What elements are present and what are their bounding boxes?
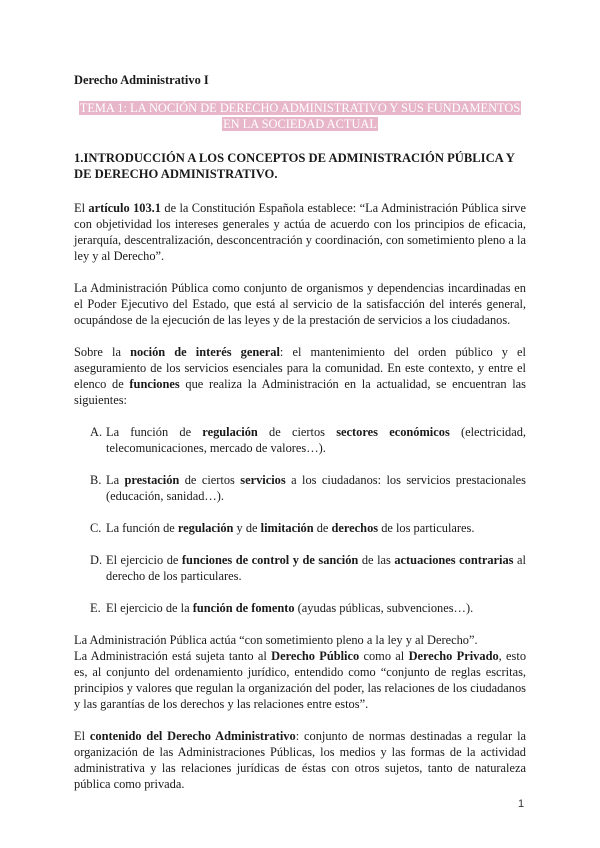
text-run: Sobre la [74,345,131,359]
text-run: , esto es, al conjunto del ordenamiento jurídico, entendido como “conjunto de reglas escritas, principios y valores que regulan la organización del poder, las relaciones de los ciudadanos y las garantías de los derechos y las relaciones entre estos”. [74,649,527,711]
document-header: Derecho Administrativo I [74,73,209,87]
bold-run: funciones de control y de sanción [181,553,359,567]
bold-run: noción de interés general [130,345,280,359]
section-title: 1.INTRODUCCIÓN A LOS CONCEPTOS DE ADMINISTRACIÓN PÚBLICA Y DE DERECHO ADMINISTRATIVO. [74,151,515,181]
list-marker: D. [90,553,103,567]
text-run: al derecho de los particulares. [106,553,526,583]
text-run: : conjunto de normas destinadas a regular la organización de las Administraciones Públicas, los medios y las formas de la actividad administrativa y las relaciones jurídicas de éstas con otros sujetos, tanto de naturaleza pública como privada. [74,729,527,791]
topic-title-line-2: EN LA SOCIEDAD ACTUAL [223,117,377,131]
bold-run: sectores económicos [336,425,450,439]
list-item [90,472,526,504]
text-run: de los particulares. [378,521,475,535]
page-content [74,72,526,808]
bold-run: actuaciones contrarias [394,553,514,567]
bold-run: derechos [331,521,379,535]
functions-list [74,424,526,616]
bold-run: Derecho Privado [408,649,499,663]
text-run: El [74,729,90,743]
text-run: La [106,473,125,487]
text-run: de [313,521,332,535]
paragraph-interes-general [74,344,526,408]
text-run: El ejercicio de la [106,601,193,615]
paragraph-administracion: La Administración Pública como conjunto de organismos y dependencias incardinadas en el Poder Ejecutivo del Estado, que está al servicio de la satisfacción del interés general, ocupándose de la ejecución de las leyes y de la prestación de servicios a los ciudadanos. [74,281,526,327]
list-item [90,424,527,456]
paragraph-contenido [74,728,526,792]
text-run: de las [358,553,395,567]
bold-run: Derecho Público [271,649,360,663]
list-marker: E. [90,601,101,615]
bold-run: contenido del Derecho Administrativo [89,729,296,743]
text-run: : el mantenimiento del orden público y el aseguramiento de los servicios esenciales para la comunidad. En este contexto, y entre el elenco de [74,345,526,391]
topic-title [74,100,526,132]
bold-run: prestación [124,473,180,487]
text-run: (ayudas públicas, subvenciones…). [294,601,474,615]
text-run: de ciertos [257,425,337,439]
bold-run: funciones [129,377,180,391]
list-marker: C. [90,521,102,535]
paragraph-derecho-publico-privado [74,648,526,712]
text-run: El ejercicio de [106,553,182,567]
text-run: que realiza la Administración en la actualidad, se encuentran las siguientes: [74,377,526,407]
list-marker: B. [90,473,102,487]
text-run: de ciertos [179,473,241,487]
paragraph-article-103 [74,200,526,264]
bold-run: regulación [177,521,234,535]
list-item [90,520,526,536]
bold-run: regulación [202,425,258,439]
text-run: El [74,201,89,215]
topic-title-line-1: TEMA 1: LA NOCIÓN DE DERECHO ADMINISTRATIVO Y SUS FUNDAMENTOS [79,101,521,115]
text-run: de la Constitución Española establece: “La Administración Pública sirve con objetividad los intereses generales y actúa de acuerdo con los principios de eficacia, jerarquía, descentralización, desconcentración y coordinación, con sometimiento pleno a la ley y al Derecho”. [74,201,526,263]
page-number: 1 [518,798,525,810]
bold-run: limitación [260,521,314,535]
text-run: como al [359,649,409,663]
list-marker: A. [90,425,103,439]
bold-run: artículo 103.1 [88,201,161,215]
list-item [90,600,526,616]
bold-run: servicios [240,473,286,487]
text-run: y de [233,521,261,535]
text-run: (electricidad, telecomunicaciones, mercado de valores…). [106,425,527,455]
text-run: La función de [106,521,178,535]
paragraph-sometimiento: La Administración Pública actúa “con sometimiento pleno a la ley y al Derecho”. [74,633,478,647]
text-run: La Administración está sujeta tanto al [74,649,272,663]
bold-run: función de fomento [192,601,295,615]
text-run: La función de [106,425,203,439]
list-item [90,552,526,584]
text-run: a los ciudadanos: los servicios prestacionales (educación, sanidad…). [106,473,526,503]
